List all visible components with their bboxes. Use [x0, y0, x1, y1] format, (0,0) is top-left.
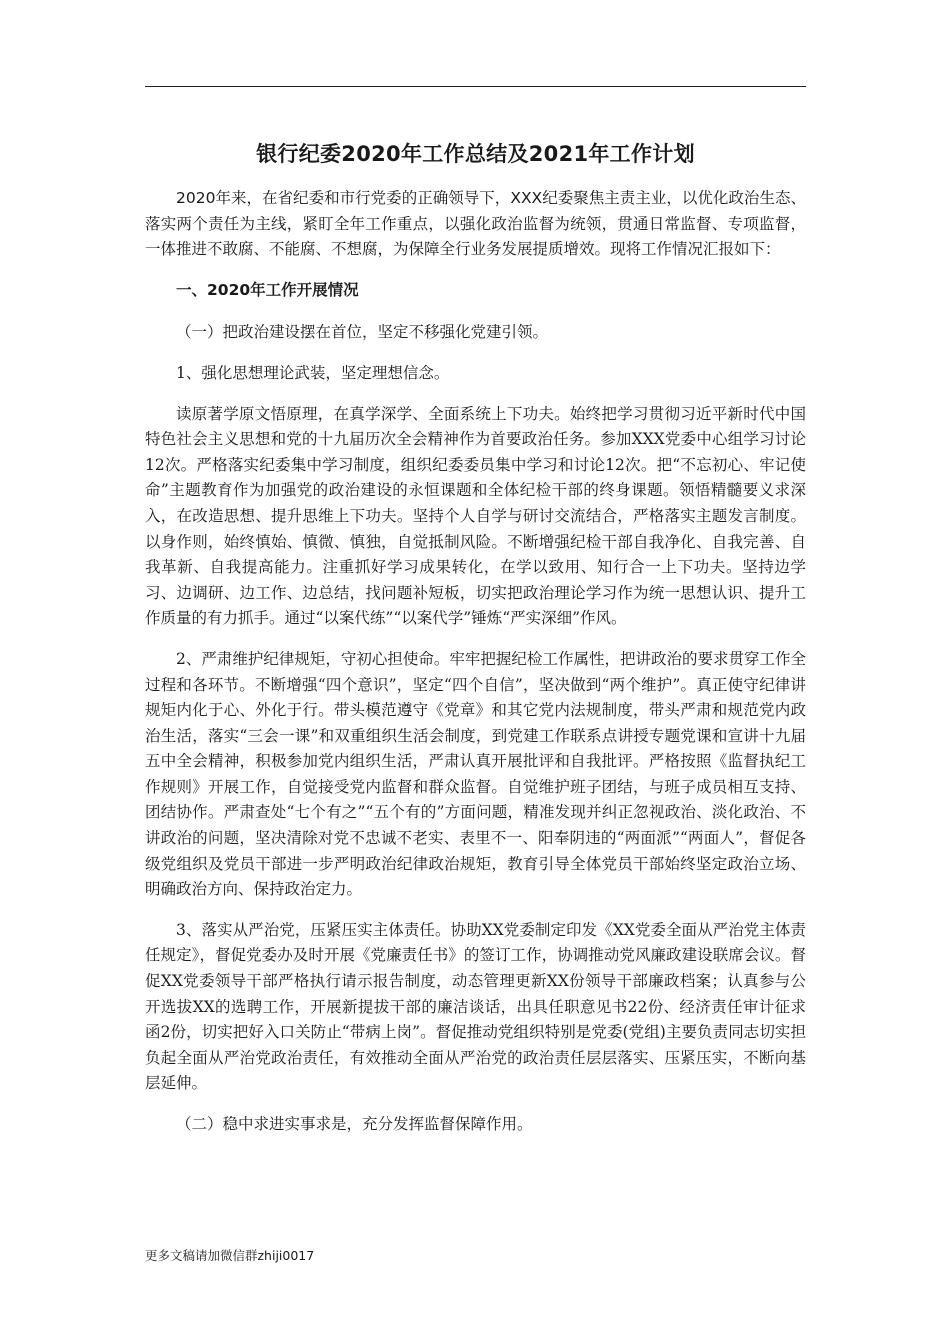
body-paragraph-1: 读原著学原文悟原理，在真学深学、全面系统上下功夫。始终把学习贯彻习近平新时代中国特色社会主义思想和党的十九届历次全会精神作为首要政治任务。参加XXX党委中心组学习讨论12次。严格落实纪委集中学习制度，组织纪委委员集中学习和讨论12次。把“不忘初心、牢记使命”主题教育作为加强党的政治建设的永恒课题和全体纪检干部的终身课题。领悟精髓要义求深入，在改造思想、提升思维上下功夫。坚持个人自学与研讨交流结合，严格落实主题发言制度。以身作则，始终慎始、慎微、慎独，自觉抵制风险。不断增强纪检干部自我净化、自我完善、自我革新、自我提高能力。注重抓好学习成果转化，在学以致用、知行合一上下功夫。坚持边学习、边调研、边工作、边总结，找问题补短板，切实把政治理论学习作为统一思想认识、提升工作质量的有力抓手。通过“以案代练”“以案代学”锤炼“严实深细”作风。 [145, 404, 806, 628]
subsection-heading-2: （二）稳中求进实事求是，充分发挥监督保障作用。 [176, 1115, 533, 1133]
section-heading-2020: 一、2020年工作开展情况 [176, 280, 359, 299]
document-body [145, 186, 806, 1153]
subsection-heading-1: （一）把政治建设摆在首位，坚定不移强化党建引领。 [176, 323, 549, 342]
intro-paragraph: 2020年来，在省纪委和市行党委的正确领导下，XXX纪委聚焦主责主业，以优化政治生态、落实两个责任为主线，紧盯全年工作重点，以强化政治监督为统领，贯通日常监督、专项监督，一体推进不敢腐、不能腐、不想腐，为保障全行业务发展提质增效。现将工作情况汇报如下： [145, 189, 806, 259]
footer-note: 更多文稿请加微信群zhiji0017 [145, 1248, 315, 1263]
document-title: 银行纪委2020年工作总结及2021年工作计划 [256, 142, 695, 166]
body-paragraph-3: 3、落实从严治党，压紧压实主体责任。协助XX党委制定印发《XX党委全面从严治党主体责任规定》，督促党委办及时开展《党廉责任书》的签订工作，协调推动党风廉政建设联席会议。督促XX党委领导干部严格执行请示报告制度，动态管理更新XX份领导干部廉政档案；认真参与公开选拔XX的选聘工作，开展新提拔干部的廉洁谈话，出具任职意见书22份、经济责任审计征求函2份，切实把好入口关防止“带病上岗”。督促推动党组织特别是党委(党组)主要负责同志切实担负起全面从严治党政治责任，有效推动全面从严治党的政治责任层层落实、压紧压实，不断向基层延伸。 [145, 920, 806, 1093]
header-rule [145, 86, 806, 87]
item-heading-1: 1、强化思想理论武装，坚定理想信念。 [176, 363, 450, 382]
body-paragraph-2: 2、严肃维护纪律规矩，守初心担使命。牢牢把握纪检工作属性，把讲政治的要求贯穿工作全过程和各环节。不断增强“四个意识”，坚定“四个自信”，坚决做到“两个维护”。真正使守纪律讲规矩内化于心、外化于行。带头模范遵守《党章》和其它党内法规制度，带头严肃和规范党内政治生活，落实“三会一课”和双重组织生活会制度，到党建工作联系点讲授专题党课和宣讲十九届五中全会精神，积极参加党内组织生活，严肃认真开展批评和自我批评。严格按照《监督执纪工作规则》开展工作，自觉接受党内监督和群众监督。自觉维护班子团结，与班子成员相互支持、团结协作。严肃查处“七个有之”“五个有的”方面问题，精准发现并纠正忽视政治、淡化政治、不讲政治的问题，坚决清除对党不忠诚不老实、表里不一、阳奉阴违的“两面派”“两面人”，督促各级党组织及党员干部进一步严明政治纪律政治规矩，教育引导全体党员干部始终坚定政治立场、明确政治方向、保持政治定力。 [145, 649, 806, 899]
